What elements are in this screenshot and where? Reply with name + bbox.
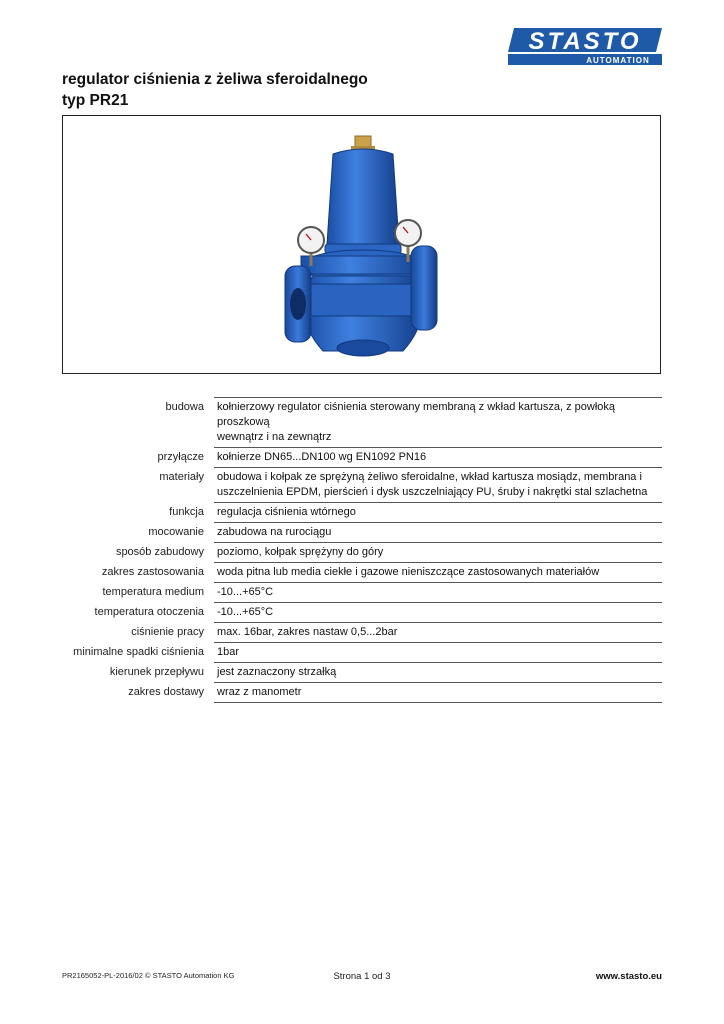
pressure-regulator-photo	[63, 116, 660, 373]
spec-row	[62, 623, 662, 643]
spec-value	[214, 543, 662, 563]
spec-value-line: woda pitna lub media ciekłe i gazowe nieniszczące zastosowanych materiałów	[217, 566, 600, 578]
spec-row	[62, 523, 662, 543]
spec-label: kierunek przepływu	[109, 665, 204, 678]
spec-row	[62, 643, 662, 663]
logo-wordmark: STASTO	[528, 28, 642, 55]
spec-label: sposób zabudowy	[115, 545, 204, 558]
spec-row	[62, 683, 662, 703]
spec-value-line: -10...+65°C	[217, 586, 274, 598]
spec-row	[62, 583, 662, 603]
footer-page-number: Strona 1 od 3	[333, 971, 391, 982]
spec-label: funkcja	[169, 505, 204, 518]
spec-label: temperatura otoczenia	[94, 605, 204, 618]
spec-value-line: obudowa i kołpak ze sprężyną żeliwo sferoidalne, wkład kartusza mosiądz, membrana i	[217, 471, 642, 483]
spec-row	[62, 448, 662, 468]
footer-website[interactable]: www.stasto.eu	[595, 971, 662, 982]
spec-value-line: 1bar	[217, 646, 240, 658]
spec-value-line: regulacja ciśnienia wtórnego	[217, 506, 356, 518]
spec-row	[62, 468, 662, 503]
footer-doc-ref: PR2165052-PL-2016/02 © STASTO Automation KG	[62, 971, 235, 980]
spec-value-line: kołnierzowy regulator ciśnienia sterowany membraną z wkład kartusza, z powłoką proszkową	[217, 401, 616, 428]
spec-table	[62, 397, 662, 703]
spec-label: mocowanie	[148, 525, 204, 538]
spec-value	[214, 398, 662, 448]
spec-label: zakres dostawy	[128, 685, 204, 698]
product-photo-frame	[62, 115, 661, 374]
spec-value-line: kołnierze DN65...DN100 wg EN1092 PN16	[217, 451, 427, 463]
spec-value	[214, 583, 662, 603]
spec-label: minimalne spadki ciśnienia	[73, 645, 204, 658]
spec-row	[62, 563, 662, 583]
spec-row	[62, 603, 662, 623]
spec-row	[62, 503, 662, 523]
title-line-1: regulator ciśnienia z żeliwa sferoidalnego	[62, 71, 368, 88]
spec-value	[214, 683, 662, 703]
spec-value	[214, 663, 662, 683]
spec-value	[214, 563, 662, 583]
spec-label: materiały	[159, 470, 204, 483]
spec-value	[214, 503, 662, 523]
spec-row	[62, 398, 662, 448]
spec-row	[62, 663, 662, 683]
spec-label: ciśnienie pracy	[131, 625, 204, 638]
spec-label: budowa	[165, 400, 204, 413]
spec-value-line: wewnątrz i na zewnątrz	[217, 431, 332, 443]
spec-value	[214, 643, 662, 663]
spec-value-line: wraz z manometr	[217, 686, 302, 698]
logo-subline: AUTOMATION	[586, 56, 650, 65]
spec-label: przyłącze	[157, 450, 204, 463]
spec-value-line: poziomo, kołpak sprężyny do góry	[217, 546, 384, 558]
spec-value-line: -10...+65°C	[217, 606, 274, 618]
title-line-2: typ PR21	[62, 92, 129, 109]
spec-value	[214, 623, 662, 643]
spec-value	[214, 523, 662, 543]
spec-value-line: max. 16bar, zakres nastaw 0,5...2bar	[217, 626, 398, 638]
spec-value	[214, 468, 662, 503]
page-title	[62, 69, 368, 111]
spec-value-line: zabudowa na rurociągu	[217, 526, 332, 538]
spec-value-line: uszczelnienia EPDM, pierścień i dysk uszczelniający PU, śruby i nakrętki stal szlachetna	[217, 486, 648, 498]
spec-row	[62, 543, 662, 563]
spec-value	[214, 603, 662, 623]
stasto-logo	[506, 26, 662, 66]
spec-label: zakres zastosowania	[101, 565, 204, 578]
spec-label: temperatura medium	[102, 585, 204, 598]
spec-value	[214, 448, 662, 468]
spec-value-line: jest zaznaczony strzałką	[217, 666, 337, 678]
